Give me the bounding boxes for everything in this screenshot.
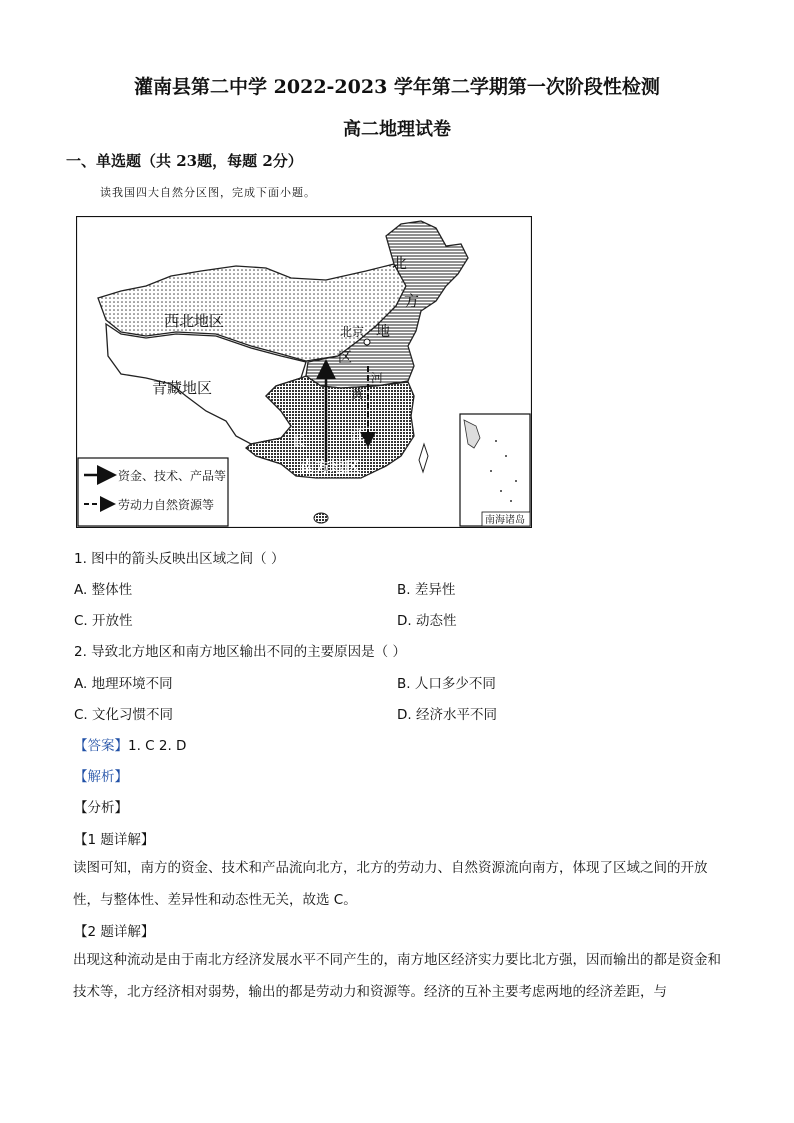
label-tibet: 青藏地区 [152,379,213,397]
legend-label-solid: 资金、技术、产品等 [118,469,227,483]
legend-label-dashed: 劳动力自然资源等 [118,498,215,512]
label-northwest: 西北地区 [164,312,225,330]
q1-option-a: A. 整体性 [74,582,133,598]
question-intro: 读我国四大自然分区图，完成下面小题。 [100,186,316,199]
q1-option-c: C. 开放性 [74,613,133,629]
label-huang: 黄 [351,387,364,401]
q1-detail-tag: 【1 题详解】 [74,832,155,848]
q2-option-d: D. 经济水平不同 [397,707,497,723]
q1-explanation: 读图可知，南方的资金、技术和产品流向北方，北方的劳动力、自然资源流向南方，体现了区域之间的开放性，与整体性、差异性和动态性无关，故选 C。 [73,860,708,908]
label-north-bei: 北 [392,254,408,272]
section-heading: 一、单选题（共 23题，每题 2分） [66,152,303,170]
china-regions-map [76,216,532,528]
label-beijing: 北京 [340,325,365,339]
label-north-fang: 方 [404,292,420,310]
q2-detail-tag: 【2 题详解】 [74,924,155,940]
label-south: 南方地区 [300,458,361,476]
beijing-marker [364,339,370,345]
q2-option-a: A. 地理环境不同 [74,676,173,692]
hainan-island [314,513,328,523]
q1-option-b: B. 差异性 [397,582,456,598]
question-1-stem: 1. 图中的箭头反映出区域之间（ ） [74,551,285,567]
q2-option-b: B. 人口多少不同 [397,676,496,692]
q2-option-c: C. 文化习惯不同 [74,707,174,723]
answer-text: 1. C 2. D [128,738,187,754]
question-2-stem: 2. 导致北方地区和南方地区输出不同的主要原因是（ ） [74,644,406,660]
exam-title: 灌南县第二中学 2022-2023 学年第二学期第一次阶段性检测 [134,76,660,98]
exam-subtitle: 高二地理试卷 [343,119,451,140]
q2-explanation: 出现这种流动是由于南北方经济发展水平不同产生的，南方地区经济实力要比北方强，因而输出的都是资金和技术等，北方经济相对弱势，输出的都是劳动力和资源等。经济的互补主要考虑两地的经济差距，与 [73,952,721,1000]
label-chang: 长 [292,434,306,450]
inset-label: 南海诸岛 [485,515,525,526]
label-he: 河 [371,371,384,385]
answer-tag: 【答案】 [74,738,128,754]
label-north-di: 地 [376,324,390,340]
label-jiang: 江 [351,428,365,444]
jiexi-tag: 【解析】 [74,769,128,785]
q1-option-d: D. 动态性 [397,613,457,629]
answer-line [74,734,186,754]
label-north-qu: 区 [338,350,352,366]
fenxi-tag: 【分析】 [74,800,128,816]
